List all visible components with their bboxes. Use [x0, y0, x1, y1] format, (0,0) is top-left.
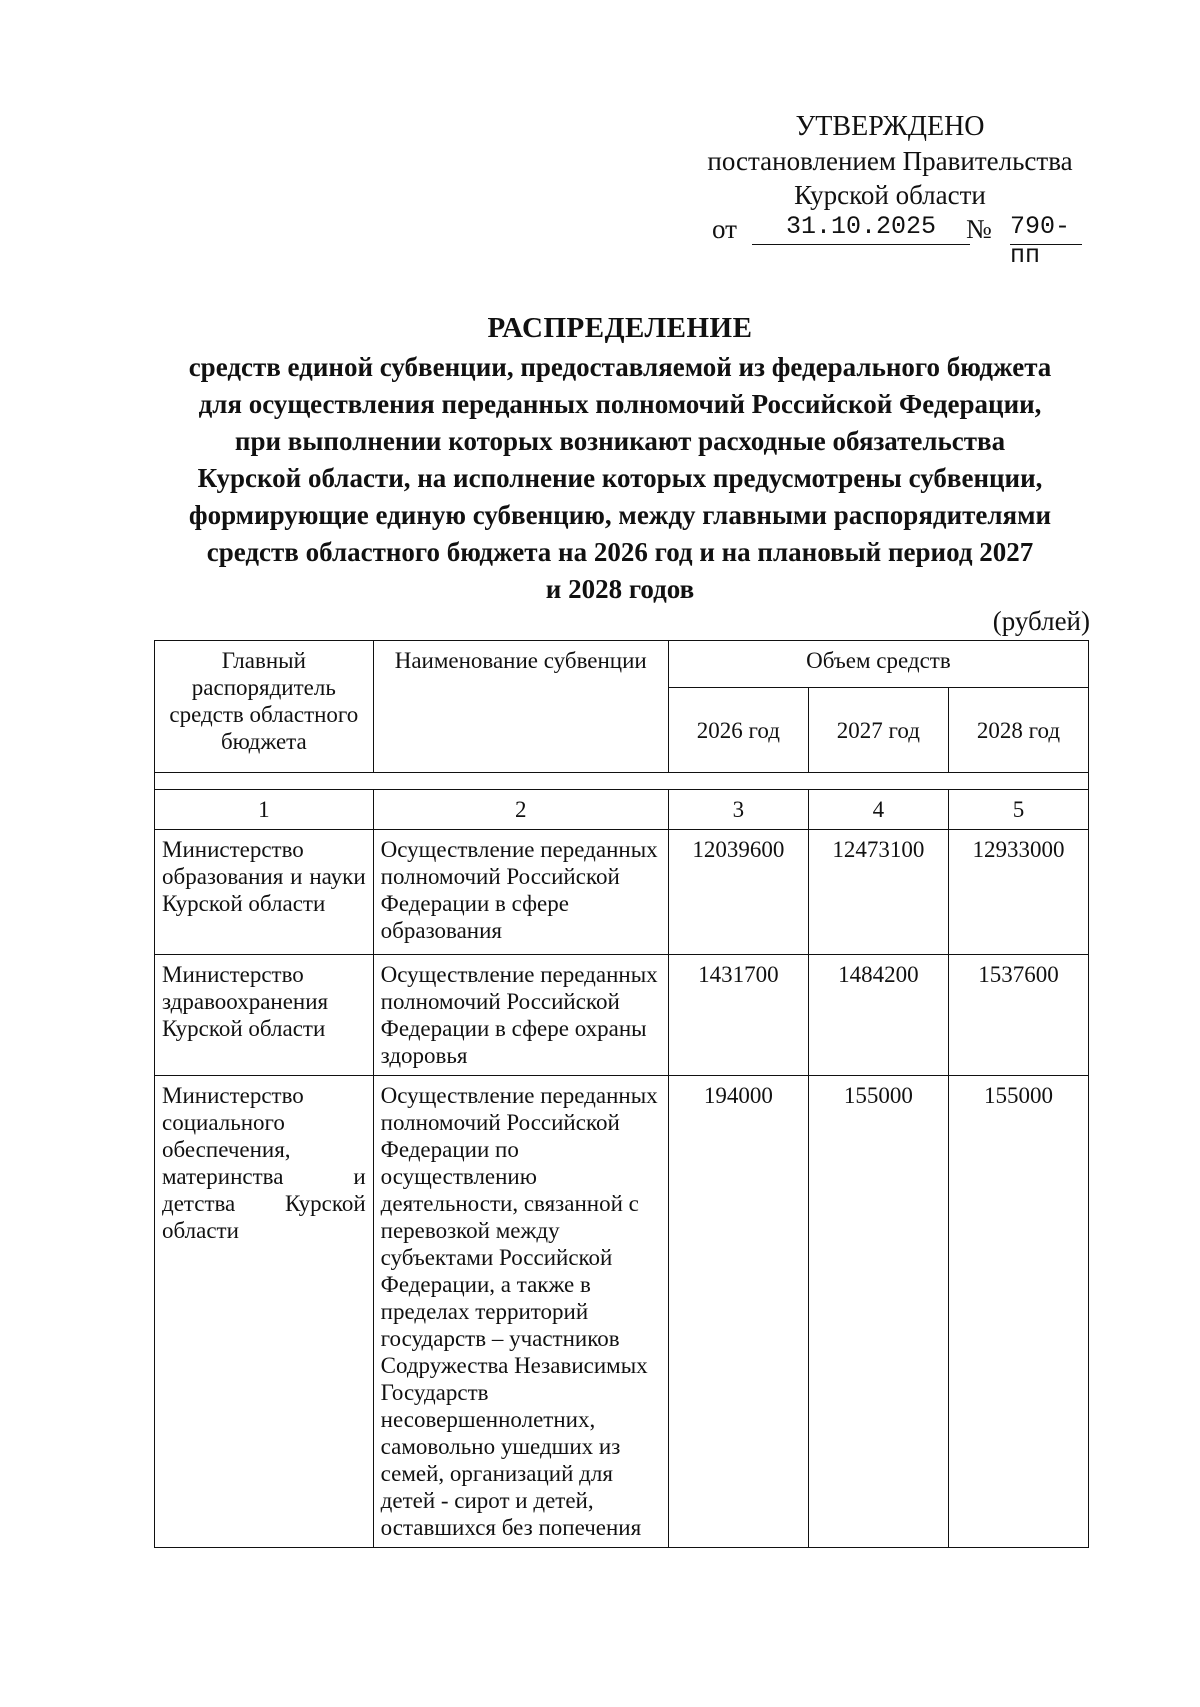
column-number: 3: [668, 790, 808, 830]
approval-title: УТВЕРЖДЕНО: [795, 111, 985, 142]
row-value-2028: 12933000: [948, 830, 1088, 955]
approval-block: [680, 110, 1100, 212]
row-subvention: Осуществление переданных полномочий Российской Федерации по осуществлению деятельности, связанной с перевозкой между субъектами Российской Федерации, а также в пределах территорий государств – участников Содружества Независимых Государств несовершеннолетних, самовольно ушедших из семей, организаций для детей - сирот и детей, оставшихся без попечения: [373, 1076, 668, 1548]
title-line: средств областного бюджета на 2026 год и на плановый период 2027: [206, 537, 1034, 567]
column-number: 1: [155, 790, 374, 830]
title-line: и 2028 годов: [545, 574, 695, 604]
header-year-2028: 2028 год: [948, 688, 1088, 773]
header-year-2026: 2026 год: [668, 688, 808, 773]
row-subvention: Осуществление переданных полномочий Российской Федерации в сфере образования: [373, 830, 668, 955]
row-value-2028: 155000: [948, 1076, 1088, 1548]
table-row: [155, 830, 1089, 955]
row-value-2027: 155000: [808, 1076, 948, 1548]
date-prefix: от: [712, 214, 737, 244]
number-prefix: №: [966, 214, 992, 244]
approval-date: 31.10.2025: [752, 212, 970, 245]
distribution-table: [154, 640, 1089, 1548]
row-value-2027: 12473100: [808, 830, 948, 955]
row-value-2028: 1537600: [948, 955, 1088, 1076]
approval-date-line: [712, 212, 1092, 270]
table-row: [155, 955, 1089, 1076]
units-label: (рублей): [992, 606, 1090, 636]
title-line: средств единой субвенции, предоставляемой из федерального бюджета: [188, 352, 1052, 382]
header-volume: Объем средств: [668, 641, 1088, 688]
table-row: [155, 1076, 1089, 1548]
title-line: при выполнении которых возникают расходные обязательства: [234, 426, 1006, 456]
title-line: Курской области, на исполнение которых предусмотрены субвенции,: [197, 463, 1043, 493]
row-value-2026: 194000: [668, 1076, 808, 1548]
title-line: формирующие единую субвенцию, между главными распорядителями: [188, 500, 1052, 530]
row-distributor: Министерство образования и науки Курской области: [155, 830, 374, 955]
title-heading: РАСПРЕДЕЛЕНИЕ: [487, 312, 753, 344]
header-gap: [155, 773, 1089, 790]
column-number: 4: [808, 790, 948, 830]
header-distributor: Главный распорядитель средств областного бюджета: [155, 641, 374, 773]
row-distributor: Министерство здравоохранения Курской области: [155, 955, 374, 1076]
row-value-2026: 1431700: [668, 955, 808, 1076]
row-distributor: Министерство социального обеспечения, материнства и детства Курской области: [155, 1076, 374, 1548]
row-subvention: Осуществление переданных полномочий Российской Федерации в сфере охраны здоровья: [373, 955, 668, 1076]
header-year-2027: 2027 год: [808, 688, 948, 773]
title-line: для осуществления переданных полномочий Российской Федерации,: [198, 389, 1042, 419]
header-subvention: Наименование субвенции: [373, 641, 668, 773]
approval-number: 790-пп: [1010, 212, 1082, 245]
column-number: 2: [373, 790, 668, 830]
row-value-2026: 12039600: [668, 830, 808, 955]
column-number: 5: [948, 790, 1088, 830]
column-number-row: [155, 790, 1089, 830]
approval-issuer: постановлением Правительства: [707, 146, 1073, 176]
row-value-2027: 1484200: [808, 955, 948, 1076]
approval-region: Курской области: [794, 180, 986, 210]
document-title: [140, 310, 1100, 608]
